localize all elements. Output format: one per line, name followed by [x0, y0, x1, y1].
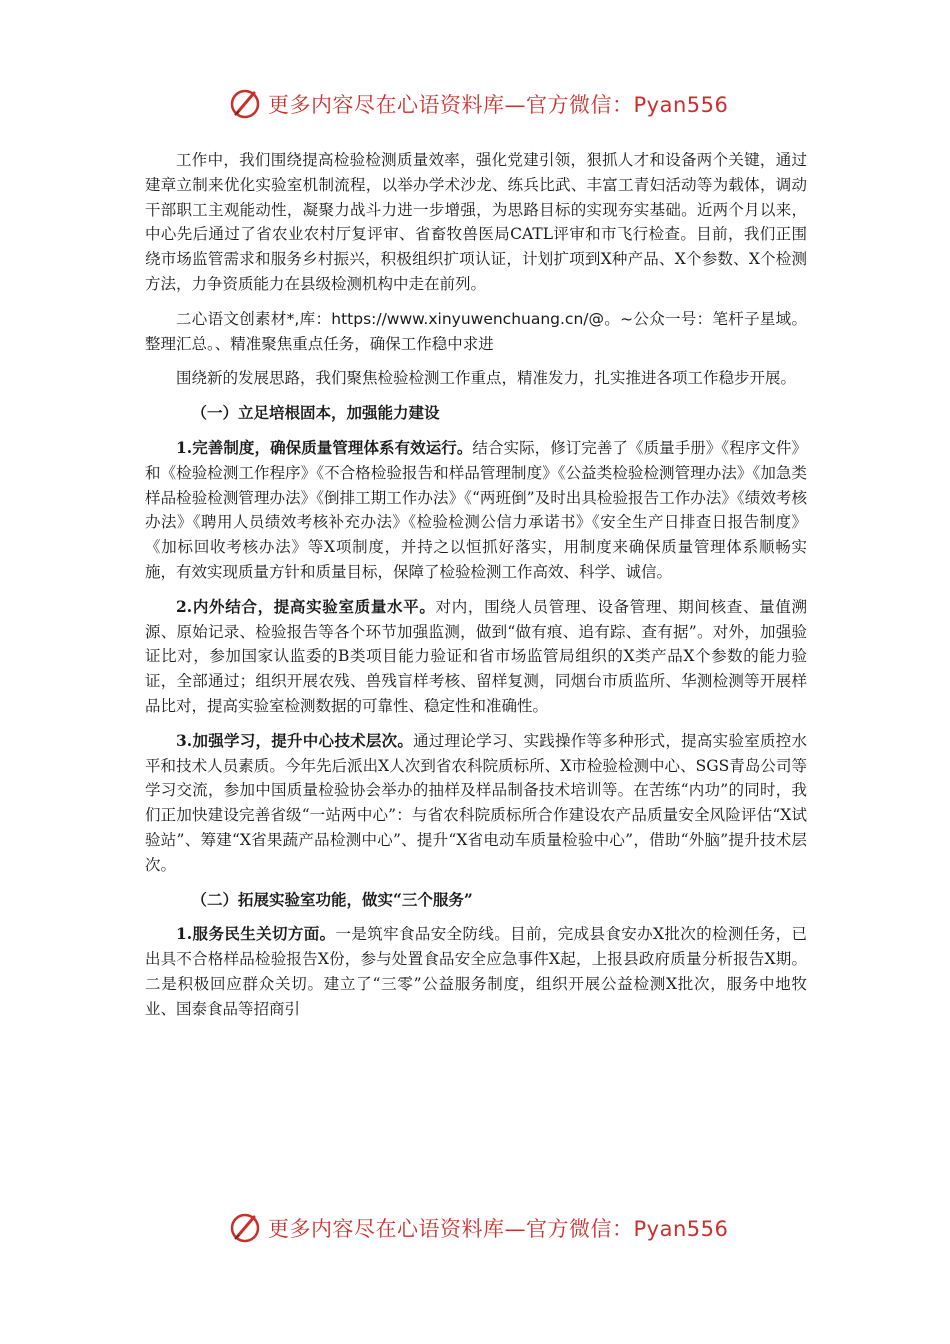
- footer-banner: [0, 1208, 950, 1248]
- paragraph-learning-lead: 3.加强学习，提升中心技术层次。: [176, 730, 414, 750]
- paragraph-learning-body: 通过理论学习、实践操作等多种形式，提高实验室质控水平和技术人员素质。今年先后派出X人次到省农科院质标所、X市检验检测中心、SGS青岛公司等学习交流，参加中国质量检验协会举办的抽样及样品制备技术培训等。在苦练“内功”的同时，我们正加快建设完善省级“一站两中心”：与省农科院质标所合作建设农产品质量安全风险评估“X试验站”、筹建“X省果蔬产品检测中心”、提升“X省电动车质量检验中心”，借助“外脑”提升技术层次。: [145, 731, 807, 874]
- paragraph-system-body: 结合实际，修订完善了《质量手册》《程序文件》和《检验检测工作程序》《不合格检验报告和样品管理制度》《公益类检验检测管理办法》《加急类样品检验检测管理办法》《倒排工期工作办法》《“两班倒”及时出具检验报告工作办法》《绩效考核办法》《聘用人员绩效考核补充办法》《检验检测公信力承诺书》《安全生产日排查日报告制度》《加标回收考核办法》等X项制度，并持之以恒抓好落实，用制度来确保质量管理体系顺畅实施，有效实现质量方针和质量目标，保障了检验检测工作高效、科学、诚信。: [145, 438, 807, 581]
- banner-text: 更多内容尽在心语资料库—官方微信：Pyan556: [268, 93, 729, 117]
- paragraph-system: [145, 436, 807, 585]
- paragraph-focus: 围绕新的发展思路，我们聚焦检验检测工作重点，精准发力，扎实推进各项工作稳步开展。: [176, 369, 797, 388]
- paragraph-quality-body: 对内，围绕人员管理、设备管理、期间核查、量值溯源、原始记录、检验报告等各个环节加强监测，做到“做有痕、追有踪、查有据”。对外，加强验证比对，参加国家认监委的B类项目能力验证和省市场监管局组织的X类产品X个参数的能力验证，全部通过；组织开展农残、兽残盲样考核、留样复测，同烟台市质监所、华测检测等开展样品比对，提高实验室检测数据的可靠性、稳定性和准确性。: [145, 597, 807, 715]
- paragraph-learning: [145, 729, 807, 878]
- paragraph-livelihood-lead: 1.服务民生关切方面。: [176, 924, 336, 944]
- paragraph-watermark-heading: 二心语文创素材*,库：https://www.xinyuwenchuang.cn/@。~公众一号：笔杆子星域。整理汇总。、精准聚焦重点任务，确保工作稳中求进: [145, 309, 807, 353]
- banner-inner: [228, 84, 728, 124]
- section-heading-2: （二）拓展实验室功能，做实“三个服务”: [191, 889, 473, 909]
- paragraph-livelihood: [145, 922, 807, 1021]
- document-body: [145, 148, 807, 1032]
- paragraph-quality: [145, 595, 807, 719]
- banner-inner-bottom: [228, 1208, 728, 1248]
- pen-circle-logo-icon: [228, 87, 262, 121]
- header-banner: [0, 84, 950, 124]
- section-heading-1: （一）立足培根固本，加强能力建设: [191, 403, 440, 423]
- paragraph-intro: 工作中，我们围绕提高检验检测质量效率，强化党建引领，狠抓人才和设备两个关键，通过建章立制来优化实验室机制流程，以举办学术沙龙、练兵比武、丰富工青妇活动等为载体，调动干部职工主观能动性，凝聚力战斗力进一步增强，为思路目标的实现夯实基础。近两个月以来，中心先后通过了省农业农村厅复评审、省畜牧兽医局CATL评审和市飞行检查。目前，我们正围绕市场监管需求和服务乡村振兴，积极组织扩项认证，计划扩项到X种产品、X个参数、X个检测方法，力争资质能力在县级检测机构中走在前列。: [145, 151, 807, 293]
- paragraph-livelihood-body: 一是筑牢食品安全防线。目前，完成县食安办X批次的检测任务，已出具不合格样品检验报告X份，参与处置食品安全应急事件X起，上报县政府质量分析报告X期。二是积极回应群众关切。建立了“三零”公益服务制度，组织开展公益检测X批次，服务中地牧业、国泰食品等招商引: [145, 925, 807, 1018]
- paragraph-quality-lead: 2.内外结合，提高实验室质量水平。: [176, 596, 436, 616]
- paragraph-system-lead: 1.完善制度，确保质量管理体系有效运行。: [176, 437, 473, 457]
- pen-circle-logo-icon: [228, 1211, 262, 1245]
- banner-text-bottom: 更多内容尽在心语资料库—官方微信：Pyan556: [268, 1217, 729, 1241]
